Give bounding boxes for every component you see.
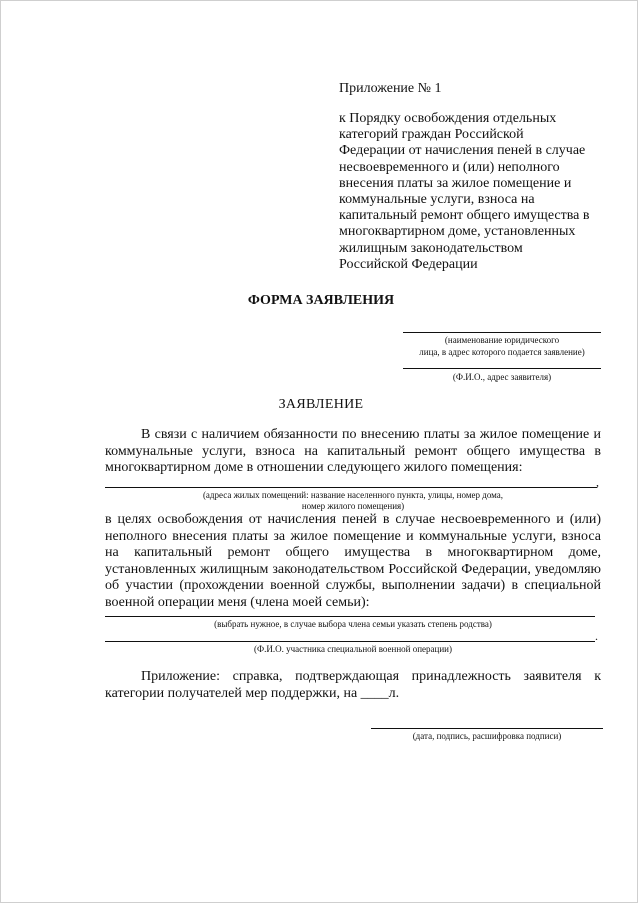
annex-line: Федерации от начисления пеней в случае (339, 143, 586, 159)
signature-line (371, 728, 603, 729)
participant-line-dot: . (595, 629, 598, 643)
statement-heading: ЗАЯВЛЕНИЕ (278, 397, 364, 412)
recipient-caption-1: (наименование юридического (444, 335, 560, 345)
annex-line: коммунальные услуги, взноса на (339, 192, 535, 208)
paragraph-2: в целях освобождения от начисления пеней в случае несвоевременного и (или) неполного внесения платы за жилое помещение и коммунальные услуги, взноса на капитальный ремонт общего имущества в многоквартирном доме, установленных жилищным законодательством Российской Федерации, уведомляю об участии (прохождении военной службы, выполнении задачи) в специальной военной операции меня (члена моей семьи): (105, 512, 601, 610)
address-line-comma: , (596, 475, 599, 489)
participant-line (105, 641, 595, 642)
annex-line: к Порядку освобождения отдельных (339, 111, 557, 126)
selection-line (105, 616, 595, 617)
applicant-line (403, 368, 601, 369)
applicant-caption: (Ф.И.О., адрес заявителя) (452, 372, 552, 382)
recipient-caption-2: лица, в адрес которого подается заявление) (419, 347, 585, 357)
annex-line: многоквартирном доме, установленных (339, 224, 576, 240)
address-line (105, 487, 597, 488)
annex-line: несвоевременного и (или) неполного (339, 159, 560, 175)
selection-caption: (выбрать нужное, в случае выбора члена семьи указать степень родства) (214, 619, 492, 629)
signature-caption: (дата, подпись, расшифровка подписи) (412, 731, 562, 741)
annex-line: жилищным законодательством (339, 240, 523, 256)
form-title: ФОРМА ЗАЯВЛЕНИЯ (247, 293, 395, 308)
address-caption-1: (адреса жилых помещений: название населенного пункта, улицы, номер дома, (202, 490, 504, 500)
attachment-paragraph: Приложение: справка, подтверждающая принадлежность заявителя к категории получателей мер поддержки, на ____л. (105, 669, 601, 701)
address-caption-2: номер жилого помещения) (301, 501, 405, 511)
annex-text (339, 111, 609, 273)
annex-line: категорий граждан Российской (339, 127, 524, 143)
participant-caption: (Ф.И.О. участника специальной военной операции) (254, 644, 452, 654)
annex-line: капитальный ремонт общего имущества в (339, 208, 590, 224)
annex-line: Российской Федерации (339, 256, 478, 272)
recipient-name-line (403, 332, 601, 333)
paragraph-1: В связи с наличием обязанности по внесению платы за жилое помещение и коммунальные услуги, взноса на капитальный ремонт общего имущества в многоквартирном доме в отношении следующего жилого помещения: (105, 427, 601, 476)
annex-line: внесения платы за жилое помещение и (339, 175, 572, 191)
annex-title: Приложение № 1 (339, 81, 442, 96)
